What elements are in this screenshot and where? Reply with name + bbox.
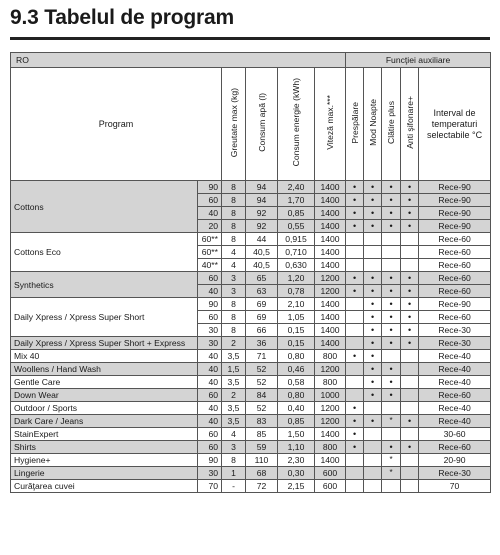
cell-temp: 40 <box>198 363 222 376</box>
cell-anticrease <box>401 259 419 272</box>
cell-energy: 0,46 <box>278 363 315 376</box>
cell-interval: 70 <box>419 480 491 493</box>
cell-load: 4 <box>222 428 246 441</box>
cell-temp: 40 <box>198 376 222 389</box>
cell-night: • <box>364 220 382 233</box>
cell-prewash: • <box>346 285 364 298</box>
col-header-prewash-label: Prespălare <box>349 101 360 144</box>
col-header-load <box>222 68 246 181</box>
cell-rinse: • <box>382 389 401 402</box>
cell-night: • <box>364 181 382 194</box>
program-name: Shirts <box>11 441 198 454</box>
cell-water: 68 <box>246 467 278 480</box>
table-row <box>11 233 491 246</box>
cell-interval: Rece-60 <box>419 246 491 259</box>
cell-load: 8 <box>222 311 246 324</box>
cell-speed: 1400 <box>315 194 346 207</box>
cell-interval: Rece-30 <box>419 337 491 350</box>
cell-interval: Rece-30 <box>419 467 491 480</box>
cell-interval: Rece-30 <box>419 324 491 337</box>
cell-rinse: • <box>382 337 401 350</box>
program-name: Gentle Care <box>11 376 198 389</box>
cell-load: 8 <box>222 233 246 246</box>
cell-interval: Rece-40 <box>419 350 491 363</box>
cell-load: 3,5 <box>222 415 246 428</box>
cell-load: 3,5 <box>222 350 246 363</box>
aux-functions-label: Funcţiei auxiliare <box>346 53 491 68</box>
cell-load: 3 <box>222 272 246 285</box>
cell-load: 2 <box>222 337 246 350</box>
col-header-interval: Interval de temperaturi selectabile °C <box>419 68 491 181</box>
cell-rinse: • <box>382 194 401 207</box>
col-header-prewash <box>346 68 364 181</box>
cell-prewash: • <box>346 350 364 363</box>
cell-anticrease: • <box>401 311 419 324</box>
cell-night: • <box>364 337 382 350</box>
table-row <box>11 376 491 389</box>
cell-rinse: • <box>382 324 401 337</box>
cell-energy: 0,630 <box>278 259 315 272</box>
cell-temp: 60** <box>198 246 222 259</box>
cell-night: • <box>364 350 382 363</box>
cell-interval: Rece-40 <box>419 376 491 389</box>
cell-temp: 40 <box>198 350 222 363</box>
cell-load: 2 <box>222 389 246 402</box>
cell-interval: Rece-40 <box>419 415 491 428</box>
cell-prewash <box>346 389 364 402</box>
cell-load: 3 <box>222 285 246 298</box>
cell-temp: 40 <box>198 415 222 428</box>
cell-energy: 1,50 <box>278 428 315 441</box>
cell-energy: 0,30 <box>278 467 315 480</box>
cell-night: • <box>364 194 382 207</box>
cell-speed: 1400 <box>315 220 346 233</box>
cell-energy: 0,40 <box>278 402 315 415</box>
cell-load: 4 <box>222 259 246 272</box>
cell-load: 8 <box>222 298 246 311</box>
region-label: RO <box>11 53 346 68</box>
cell-water: 52 <box>246 363 278 376</box>
cell-water: 59 <box>246 441 278 454</box>
cell-temp: 90 <box>198 298 222 311</box>
cell-prewash <box>346 246 364 259</box>
table-row <box>11 402 491 415</box>
table-row <box>11 454 491 467</box>
cell-rinse: * <box>382 467 401 480</box>
cell-energy: 1,20 <box>278 272 315 285</box>
cell-water: 69 <box>246 311 278 324</box>
cell-night <box>364 428 382 441</box>
cell-water: 110 <box>246 454 278 467</box>
col-header-anticrease-label: Anti şifonare+ <box>404 96 415 149</box>
cell-load: 8 <box>222 220 246 233</box>
cell-speed: 1400 <box>315 324 346 337</box>
cell-interval: Rece-60 <box>419 311 491 324</box>
table-row <box>11 467 491 480</box>
cell-prewash: • <box>346 272 364 285</box>
program-name: Cottons <box>11 181 198 233</box>
title-underline <box>10 37 490 40</box>
table-row <box>11 389 491 402</box>
col-header-speed <box>315 68 346 181</box>
program-name: Mix 40 <box>11 350 198 363</box>
col-header-rinse <box>382 68 401 181</box>
cell-anticrease: • <box>401 324 419 337</box>
cell-rinse: * <box>382 454 401 467</box>
cell-interval: 30-60 <box>419 428 491 441</box>
header-row-top <box>11 53 491 68</box>
cell-night: • <box>364 311 382 324</box>
cell-speed: 600 <box>315 480 346 493</box>
cell-interval: Rece-40 <box>419 363 491 376</box>
cell-anticrease: • <box>401 415 419 428</box>
cell-rinse: • <box>382 181 401 194</box>
cell-water: 52 <box>246 376 278 389</box>
cell-speed: 1200 <box>315 363 346 376</box>
cell-interval: Rece-60 <box>419 272 491 285</box>
cell-anticrease: • <box>401 441 419 454</box>
cell-water: 63 <box>246 285 278 298</box>
cell-temp: 40 <box>198 285 222 298</box>
cell-water: 72 <box>246 480 278 493</box>
cell-interval: Rece-90 <box>419 194 491 207</box>
cell-rinse <box>382 259 401 272</box>
cell-night: • <box>364 207 382 220</box>
cell-speed: 1200 <box>315 272 346 285</box>
cell-night <box>364 233 382 246</box>
cell-energy: 0,55 <box>278 220 315 233</box>
cell-night <box>364 402 382 415</box>
cell-interval: Rece-60 <box>419 259 491 272</box>
cell-prewash: • <box>346 220 364 233</box>
cell-night <box>364 441 382 454</box>
col-header-speed-label: Viteză max.*** <box>325 95 336 150</box>
program-name: Woollens / Hand Wash <box>11 363 198 376</box>
program-header: Program <box>11 68 222 181</box>
cell-water: 40,5 <box>246 246 278 259</box>
cell-energy: 0,15 <box>278 337 315 350</box>
cell-rinse: • <box>382 363 401 376</box>
cell-prewash <box>346 259 364 272</box>
cell-prewash <box>346 363 364 376</box>
cell-water: 83 <box>246 415 278 428</box>
table-row <box>11 363 491 376</box>
cell-energy: 2,30 <box>278 454 315 467</box>
cell-prewash <box>346 233 364 246</box>
cell-interval: Rece-90 <box>419 220 491 233</box>
cell-rinse <box>382 428 401 441</box>
cell-temp: 60 <box>198 194 222 207</box>
cell-water: 66 <box>246 324 278 337</box>
cell-load: - <box>222 480 246 493</box>
cell-prewash: • <box>346 181 364 194</box>
cell-anticrease: • <box>401 207 419 220</box>
cell-temp: 60 <box>198 389 222 402</box>
cell-rinse: • <box>382 376 401 389</box>
program-name: Curăţarea cuvei <box>11 480 198 493</box>
cell-speed: 1000 <box>315 389 346 402</box>
table-row <box>11 428 491 441</box>
cell-anticrease <box>401 428 419 441</box>
table-row <box>11 350 491 363</box>
cell-anticrease <box>401 363 419 376</box>
cell-energy: 0,80 <box>278 389 315 402</box>
cell-anticrease: • <box>401 181 419 194</box>
cell-temp: 40 <box>198 207 222 220</box>
cell-speed: 1400 <box>315 428 346 441</box>
cell-water: 65 <box>246 272 278 285</box>
cell-night <box>364 259 382 272</box>
cell-prewash: • <box>346 207 364 220</box>
cell-prewash <box>346 454 364 467</box>
cell-rinse <box>382 233 401 246</box>
cell-water: 92 <box>246 220 278 233</box>
cell-energy: 1,05 <box>278 311 315 324</box>
cell-anticrease <box>401 389 419 402</box>
cell-temp: 60 <box>198 311 222 324</box>
table-row <box>11 337 491 350</box>
cell-prewash: • <box>346 441 364 454</box>
cell-water: 71 <box>246 350 278 363</box>
cell-water: 69 <box>246 298 278 311</box>
col-header-energy <box>278 68 315 181</box>
program-name: Daily Xpress / Xpress Super Short + Express <box>11 337 198 350</box>
cell-night: • <box>364 363 382 376</box>
cell-water: 52 <box>246 402 278 415</box>
cell-energy: 0,85 <box>278 207 315 220</box>
cell-prewash: • <box>346 415 364 428</box>
cell-speed: 1400 <box>315 298 346 311</box>
cell-energy: 2,40 <box>278 181 315 194</box>
cell-temp: 40 <box>198 402 222 415</box>
cell-speed: 1400 <box>315 311 346 324</box>
cell-anticrease <box>401 467 419 480</box>
cell-prewash <box>346 324 364 337</box>
cell-speed: 1400 <box>315 207 346 220</box>
cell-prewash: • <box>346 428 364 441</box>
cell-load: 8 <box>222 181 246 194</box>
cell-interval: Rece-90 <box>419 181 491 194</box>
cell-temp: 30 <box>198 467 222 480</box>
cell-water: 44 <box>246 233 278 246</box>
col-header-load-label: Greutate max (kg) <box>228 87 239 158</box>
cell-speed: 1400 <box>315 259 346 272</box>
program-name: Down Wear <box>11 389 198 402</box>
cell-prewash <box>346 480 364 493</box>
cell-night: • <box>364 324 382 337</box>
table-row <box>11 441 491 454</box>
header-row-columns <box>11 68 491 181</box>
table-row <box>11 415 491 428</box>
cell-anticrease <box>401 454 419 467</box>
cell-rinse <box>382 246 401 259</box>
program-name: Cottons Eco <box>11 233 198 272</box>
table-row <box>11 298 491 311</box>
cell-interval: Rece-60 <box>419 441 491 454</box>
cell-load: 3,5 <box>222 402 246 415</box>
cell-rinse: • <box>382 220 401 233</box>
cell-water: 92 <box>246 207 278 220</box>
cell-load: 8 <box>222 454 246 467</box>
cell-energy: 0,78 <box>278 285 315 298</box>
cell-energy: 0,85 <box>278 415 315 428</box>
cell-night: • <box>364 272 382 285</box>
cell-night <box>364 467 382 480</box>
cell-water: 84 <box>246 389 278 402</box>
page-title: 9.3 Tabelul de program <box>10 6 234 29</box>
cell-night <box>364 246 382 259</box>
cell-temp: 30 <box>198 324 222 337</box>
cell-anticrease <box>401 402 419 415</box>
cell-anticrease: • <box>401 337 419 350</box>
cell-speed: 1200 <box>315 285 346 298</box>
cell-prewash <box>346 311 364 324</box>
table-row <box>11 480 491 493</box>
cell-anticrease <box>401 350 419 363</box>
cell-night: • <box>364 298 382 311</box>
cell-energy: 0,915 <box>278 233 315 246</box>
cell-prewash: • <box>346 194 364 207</box>
cell-anticrease <box>401 233 419 246</box>
cell-speed: 1200 <box>315 415 346 428</box>
table-row <box>11 181 491 194</box>
cell-water: 36 <box>246 337 278 350</box>
cell-rinse: * <box>382 415 401 428</box>
program-name: Hygiene+ <box>11 454 198 467</box>
cell-anticrease <box>401 480 419 493</box>
program-table <box>10 52 491 493</box>
col-header-water-label: Consum apă (l) <box>256 93 267 152</box>
program-name: Dark Care / Jeans <box>11 415 198 428</box>
cell-rinse: • <box>382 441 401 454</box>
cell-speed: 1200 <box>315 402 346 415</box>
cell-rinse <box>382 402 401 415</box>
cell-anticrease: • <box>401 220 419 233</box>
cell-interval: 20-90 <box>419 454 491 467</box>
cell-interval: Rece-60 <box>419 285 491 298</box>
cell-rinse <box>382 350 401 363</box>
cell-load: 3,5 <box>222 376 246 389</box>
cell-temp: 60 <box>198 441 222 454</box>
cell-temp: 40** <box>198 259 222 272</box>
cell-prewash: • <box>346 402 364 415</box>
cell-speed: 1400 <box>315 337 346 350</box>
cell-interval: Rece-90 <box>419 298 491 311</box>
cell-water: 94 <box>246 181 278 194</box>
cell-anticrease: • <box>401 272 419 285</box>
cell-temp: 30 <box>198 337 222 350</box>
cell-energy: 1,10 <box>278 441 315 454</box>
cell-temp: 60 <box>198 272 222 285</box>
col-header-night <box>364 68 382 181</box>
program-name: Synthetics <box>11 272 198 298</box>
cell-anticrease <box>401 246 419 259</box>
cell-temp: 90 <box>198 454 222 467</box>
table-body <box>11 181 491 493</box>
cell-prewash <box>346 298 364 311</box>
cell-night: • <box>364 389 382 402</box>
cell-speed: 600 <box>315 467 346 480</box>
cell-temp: 60** <box>198 233 222 246</box>
cell-rinse: • <box>382 285 401 298</box>
cell-night: • <box>364 376 382 389</box>
table-row <box>11 272 491 285</box>
cell-prewash <box>346 376 364 389</box>
col-header-rinse-label: Clătire plus <box>386 101 397 144</box>
cell-speed: 1400 <box>315 246 346 259</box>
cell-water: 40,5 <box>246 259 278 272</box>
cell-speed: 1400 <box>315 181 346 194</box>
cell-rinse: • <box>382 272 401 285</box>
cell-night <box>364 480 382 493</box>
cell-anticrease <box>401 376 419 389</box>
cell-anticrease: • <box>401 285 419 298</box>
col-header-anticrease <box>401 68 419 181</box>
cell-energy: 0,80 <box>278 350 315 363</box>
cell-night: • <box>364 415 382 428</box>
cell-interval: Rece-40 <box>419 402 491 415</box>
cell-energy: 0,58 <box>278 376 315 389</box>
cell-prewash <box>346 337 364 350</box>
cell-rinse: • <box>382 311 401 324</box>
cell-load: 8 <box>222 324 246 337</box>
program-name: Outdoor / Sports <box>11 402 198 415</box>
cell-prewash <box>346 467 364 480</box>
cell-load: 1 <box>222 467 246 480</box>
cell-water: 85 <box>246 428 278 441</box>
cell-temp: 60 <box>198 428 222 441</box>
cell-load: 1,5 <box>222 363 246 376</box>
cell-anticrease: • <box>401 194 419 207</box>
program-name: Daily Xpress / Xpress Super Short <box>11 298 198 337</box>
cell-energy: 1,70 <box>278 194 315 207</box>
cell-night: • <box>364 285 382 298</box>
cell-speed: 1400 <box>315 233 346 246</box>
col-header-night-label: Mod Noapte <box>367 99 378 146</box>
col-header-water <box>246 68 278 181</box>
cell-night <box>364 454 382 467</box>
cell-load: 4 <box>222 246 246 259</box>
cell-load: 8 <box>222 207 246 220</box>
cell-energy: 2,10 <box>278 298 315 311</box>
cell-temp: 70 <box>198 480 222 493</box>
cell-energy: 2,15 <box>278 480 315 493</box>
cell-load: 3 <box>222 441 246 454</box>
cell-temp: 90 <box>198 181 222 194</box>
cell-rinse: • <box>382 207 401 220</box>
cell-rinse: • <box>382 298 401 311</box>
cell-anticrease: • <box>401 298 419 311</box>
cell-speed: 800 <box>315 441 346 454</box>
col-header-energy-label: Consum energie (kWh) <box>291 78 301 167</box>
cell-rinse <box>382 480 401 493</box>
program-name: StainExpert <box>11 428 198 441</box>
cell-water: 94 <box>246 194 278 207</box>
cell-speed: 800 <box>315 376 346 389</box>
cell-speed: 800 <box>315 350 346 363</box>
cell-interval: Rece-60 <box>419 389 491 402</box>
cell-speed: 1400 <box>315 454 346 467</box>
cell-load: 8 <box>222 194 246 207</box>
program-name: Lingerie <box>11 467 198 480</box>
cell-interval: Rece-90 <box>419 207 491 220</box>
cell-energy: 0,15 <box>278 324 315 337</box>
cell-interval: Rece-60 <box>419 233 491 246</box>
cell-energy: 0,710 <box>278 246 315 259</box>
cell-temp: 20 <box>198 220 222 233</box>
